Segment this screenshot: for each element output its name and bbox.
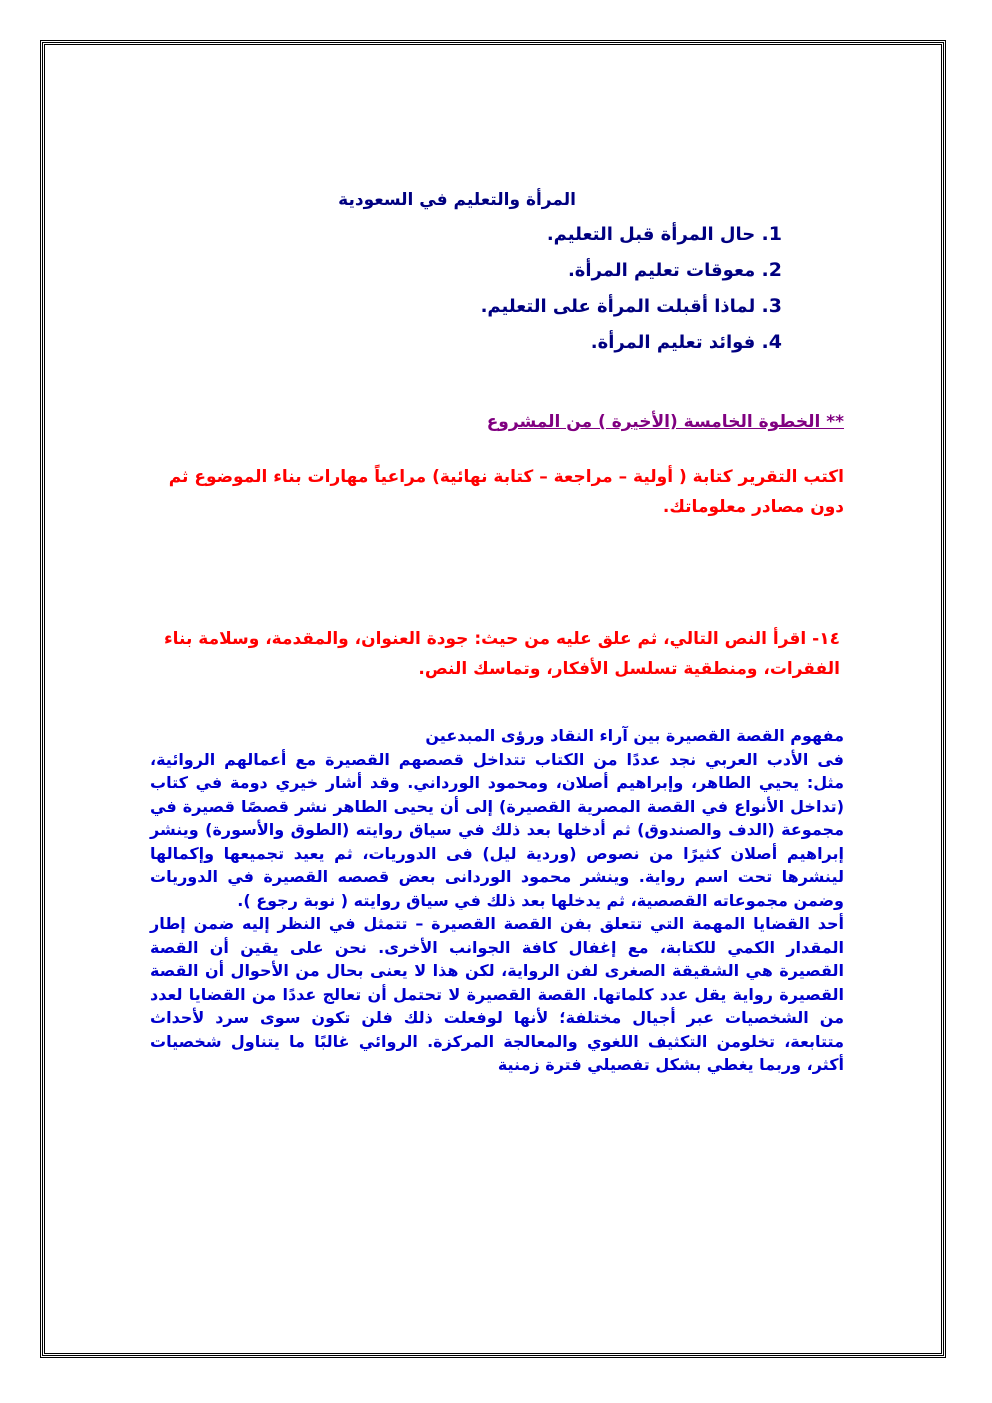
list-item-number: 3. [761, 295, 782, 317]
list-item-text: لماذا أقبلت المرأة على التعليم. [480, 296, 756, 317]
question-14: ١٤- اقرأ النص التالي، ثم علق عليه من حيث: جودة العنوان، والمقدمة، وسلامة بناء الفقرات، ومنطقية تسلسل الأفكار، وتماسك النص. [163, 629, 840, 679]
step-heading: ** الخطوة الخامسة (الأخيرة ) من المشروع [486, 412, 844, 432]
essay-paragraph-2: أحد القضايا المهمة التي تتعلق بفن القصة القصيرة – تتمثل في النظر إليه ضمن إطار المقدار الكمي للكتابة، مع إغفال كافة الجوانب الأخرى. نحن على يقين أن القصة القصيرة هي الشقيقة الصغرى لفن الرواية، لكن هذا لا يعنى بحال من الأحوال أن القصة القصيرة رواية يقل عدد كلماتها. القصة القصيرة لا تحتمل أن تعالج عددًا من القضايا لعدد من الشخصيات عبر أجيال مختلفة؛ لأنها لوفعلت ذلك فلن تكون سوى سرد لأحداث متتابعة، تخلومن التكثيف اللغوي والمعالجة المركزة. الروائي غالبًا ما يتناول شخصيات أكثر، وربما يغطي بشكل تفصيلي فترة زمنية [150, 914, 844, 1074]
topics-list [150, 216, 782, 360]
document-body [150, 190, 844, 1077]
list-item-number: 2. [761, 259, 782, 281]
left-to-students-note [150, 546, 844, 566]
list-item [150, 216, 782, 252]
list-item [150, 288, 782, 324]
document-title: المرأة والتعليم في السعودية [338, 190, 576, 210]
list-item-text: حال المرأة قبل التعليم. [546, 224, 756, 245]
list-item-number: 1. [761, 223, 782, 245]
list-item-text: فوائد تعليم المرأة. [590, 332, 756, 353]
essay-title: مفهوم القصة القصيرة بين آراء النقاد ورؤى المبدعين [425, 726, 844, 745]
list-item [150, 252, 782, 288]
essay-paragraph-1: فى الأدب العربي نجد عددًا من الكتاب تتداخل قصصهم القصيرة مع أعمالهم الروائية، مثل: يحيي الطاهر، وإبراهيم أصلان، ومحمود الورداني. وقد أشار خيري دومة في كتاب (تداخل الأنواع في القصة المصرية القصيرة) إلى أن يحيى الطاهر نشر قصصًا قصيرة في مجموعة (الدف والصندوق) ثم أدخلها بعد ذلك في سياق روايته (الطوق والأسورة) وينشر إبراهيم أصلان كثيرًا من نصوص (وردية ليل) فى الدوريات، ثم يعيد تجميعها وإكمالها لينشرها تحت اسم رواية. وينشر محمود الوردانى بعض قصصه القصيرة في الدوريات وضمن مجموعاته القصصية، ثم يدخلها بعد ذلك في سياق روايته ( نوبة رجوع ). [150, 749, 844, 910]
list-item [150, 324, 782, 360]
list-item-text: معوقات تعليم المرأة. [567, 260, 756, 281]
essay [150, 724, 844, 1077]
list-item-number: 4. [761, 331, 782, 353]
assignment-text: اكتب التقرير كتابة ( أولية – مراجعة – كتابة نهائية) مراعياً مهارات بناء الموضوع ثم دون مصادر معلوماتك. [168, 467, 844, 517]
